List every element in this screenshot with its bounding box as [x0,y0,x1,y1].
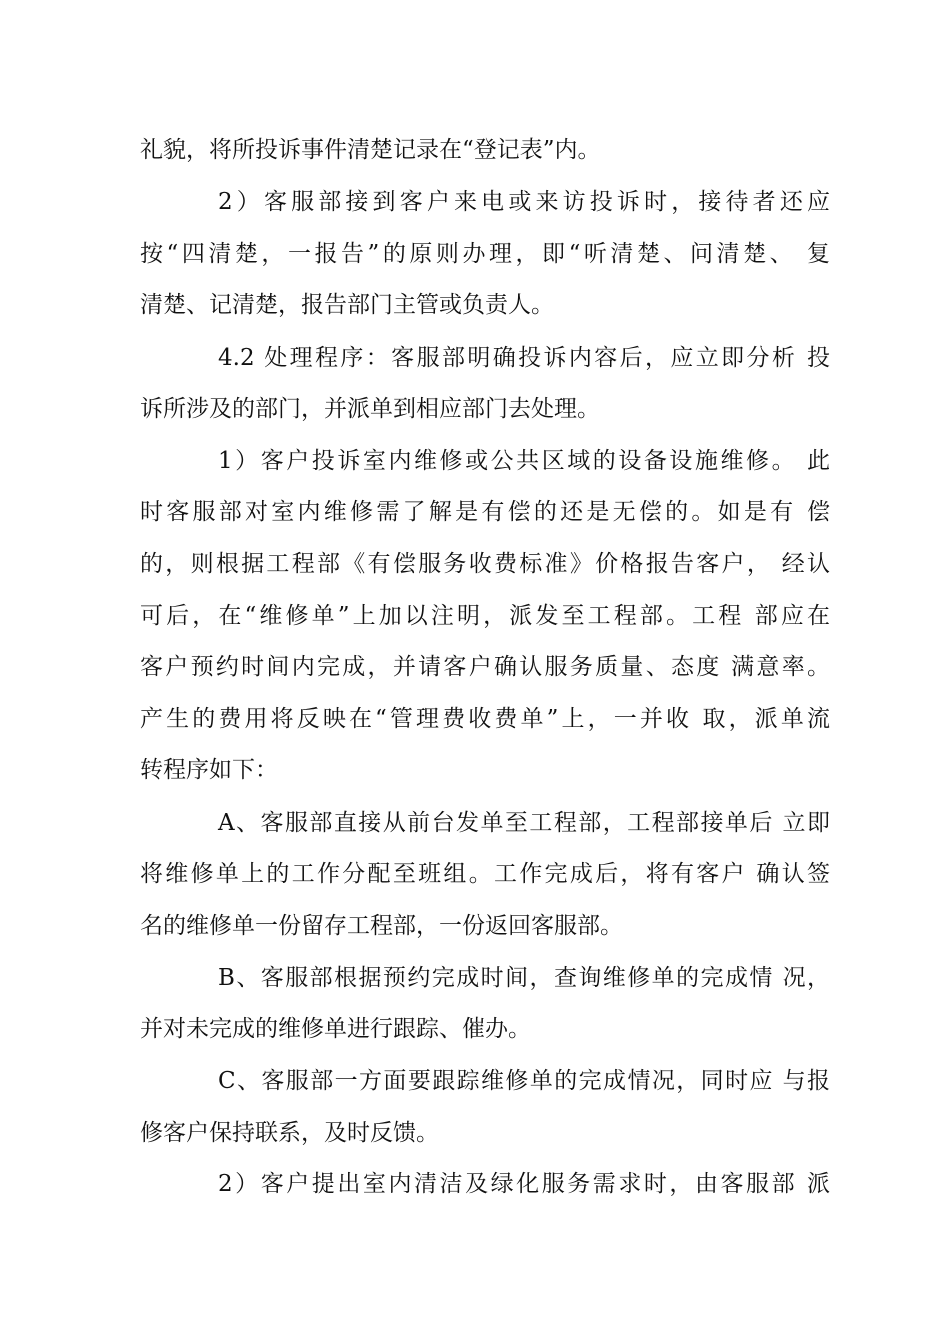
text-line: 礼貌，将所投诉事件清楚记录在“登记表”内。 [140,137,601,163]
text-line: 2）客户提出室内清洁及绿化服务需求时，由客服部 派 [218,1171,830,1197]
text-line: 时客服部对室内维修需了解是有偿的还是无偿的。如是有 偿 [140,499,830,525]
text-line: 转程序如下： [140,757,278,783]
text-line: 2）客服部接到客户来电或来访投诉时，接待者还应 [218,189,830,215]
text-line: 的，则根据工程部《有偿服务收费标准》价格报告客户， 经认 [140,551,830,577]
text-line: 诉所涉及的部门，并派单到相应部门去处理。 [140,396,600,422]
text-line: 客户预约时间内完成，并请客户确认服务质量、态度 满意率。 [140,654,830,680]
text-line: 将维修单上的工作分配至班组。工作完成后，将有客户 确认签 [140,861,830,887]
text-line: C、客服部一方面要跟踪维修单的完成情况，同时应 与报 [218,1068,830,1094]
text-line: 1）客户投诉室内维修或公共区域的设备设施维修。 此 [218,448,830,474]
text-line: A、客服部直接从前台发单至工程部，工程部接单后 立即 [218,810,830,836]
text-line: 可后，在“维修单”上加以注明，派发至工程部。工程 部应在 [140,603,830,629]
text-line: 修客户保持联系，及时反馈。 [140,1120,439,1146]
text-line: 产生的费用将反映在“管理费收费单”上，一并收 取，派单流 [140,706,830,732]
text-line: B、客服部根据预约完成时间，查询维修单的完成情 况， [218,965,830,991]
text-line: 清楚、记清楚，报告部门主管或负责人。 [140,292,554,318]
text-line: 按“四清楚，一报告”的原则办理，即“听清楚、问清楚、 复 [140,241,830,267]
text-line: 并对未完成的维修单进行跟踪、催办。 [140,1016,531,1042]
text-line: 名的维修单一份留存工程部，一份返回客服部。 [140,913,623,939]
text-line: 4.2 处理程序：客服部明确投诉内容后，应立即分析 投 [218,345,830,371]
